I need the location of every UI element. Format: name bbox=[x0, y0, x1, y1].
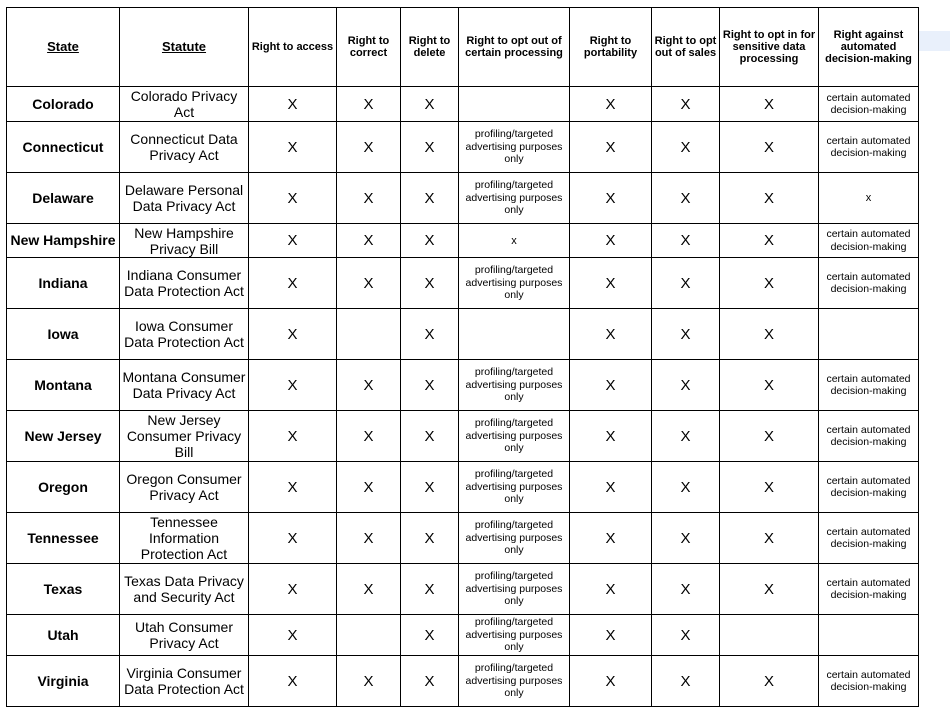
header-right-to-portability: Right to portability bbox=[570, 8, 652, 87]
state-privacy-rights-table bbox=[6, 7, 919, 707]
cell-opt-out-processing: profiling/targeted advertising purposes only bbox=[459, 462, 570, 513]
cell-state: Iowa bbox=[7, 309, 120, 360]
cell-opt-in-sensitive: X bbox=[720, 411, 819, 462]
table-row bbox=[7, 462, 919, 513]
cell-automated: certain automated decision-making bbox=[819, 224, 919, 258]
cell-automated bbox=[819, 309, 919, 360]
cell-opt-out-processing: profiling/targeted advertising purposes only bbox=[459, 411, 570, 462]
cell-access: X bbox=[249, 360, 337, 411]
cell-opt-in-sensitive: X bbox=[720, 656, 819, 707]
cell-opt-out-sales: X bbox=[652, 173, 720, 224]
cell-state: Virginia bbox=[7, 656, 120, 707]
table-row bbox=[7, 513, 919, 564]
cell-correct: X bbox=[337, 87, 401, 122]
cell-portability: X bbox=[570, 258, 652, 309]
cell-access: X bbox=[249, 224, 337, 258]
cell-statute: New Jersey Consumer Privacy Bill bbox=[120, 411, 249, 462]
cell-automated: certain automated decision-making bbox=[819, 411, 919, 462]
cell-statute: Virginia Consumer Data Protection Act bbox=[120, 656, 249, 707]
header-right-to-access: Right to access bbox=[249, 8, 337, 87]
cell-access: X bbox=[249, 615, 337, 656]
table-body bbox=[7, 87, 919, 707]
header-state: State bbox=[7, 8, 120, 87]
cell-opt-out-processing: x bbox=[459, 224, 570, 258]
table-row bbox=[7, 411, 919, 462]
cell-statute: New Hampshire Privacy Bill bbox=[120, 224, 249, 258]
cell-delete: X bbox=[401, 360, 459, 411]
cell-correct bbox=[337, 309, 401, 360]
cell-statute: Iowa Consumer Data Protection Act bbox=[120, 309, 249, 360]
cell-delete: X bbox=[401, 513, 459, 564]
cell-opt-out-sales: X bbox=[652, 224, 720, 258]
cell-state: Utah bbox=[7, 615, 120, 656]
cell-portability: X bbox=[570, 309, 652, 360]
table-row bbox=[7, 87, 919, 122]
cell-statute: Montana Consumer Data Privacy Act bbox=[120, 360, 249, 411]
header-right-to-delete: Right to delete bbox=[401, 8, 459, 87]
cell-access: X bbox=[249, 513, 337, 564]
cell-delete: X bbox=[401, 173, 459, 224]
cell-delete: X bbox=[401, 309, 459, 360]
cell-statute: Indiana Consumer Data Protection Act bbox=[120, 258, 249, 309]
cell-correct: X bbox=[337, 360, 401, 411]
cell-opt-in-sensitive: X bbox=[720, 122, 819, 173]
cell-opt-out-processing bbox=[459, 87, 570, 122]
cell-opt-out-processing: profiling/targeted advertising purposes only bbox=[459, 258, 570, 309]
cell-portability: X bbox=[570, 173, 652, 224]
cell-statute: Colorado Privacy Act bbox=[120, 87, 249, 122]
cell-opt-out-processing bbox=[459, 309, 570, 360]
cell-correct: X bbox=[337, 656, 401, 707]
table-row bbox=[7, 615, 919, 656]
cell-portability: X bbox=[570, 564, 652, 615]
header-right-to-correct: Right to correct bbox=[337, 8, 401, 87]
cell-state: Connecticut bbox=[7, 122, 120, 173]
table-row bbox=[7, 173, 919, 224]
cell-opt-out-sales: X bbox=[652, 258, 720, 309]
cell-opt-in-sensitive bbox=[720, 615, 819, 656]
cell-opt-out-sales: X bbox=[652, 122, 720, 173]
cell-statute: Connecticut Data Privacy Act bbox=[120, 122, 249, 173]
cell-delete: X bbox=[401, 656, 459, 707]
cell-access: X bbox=[249, 258, 337, 309]
cell-opt-out-processing: profiling/targeted advertising purposes only bbox=[459, 615, 570, 656]
cell-portability: X bbox=[570, 656, 652, 707]
cell-statute: Oregon Consumer Privacy Act bbox=[120, 462, 249, 513]
cell-opt-out-processing: profiling/targeted advertising purposes only bbox=[459, 513, 570, 564]
cell-delete: X bbox=[401, 224, 459, 258]
header-right-against-automated: Right against automated decision-making bbox=[819, 8, 919, 87]
cell-opt-out-sales: X bbox=[652, 656, 720, 707]
cell-automated: x bbox=[819, 173, 919, 224]
cell-correct: X bbox=[337, 173, 401, 224]
cell-delete: X bbox=[401, 564, 459, 615]
cell-opt-in-sensitive: X bbox=[720, 173, 819, 224]
cell-state: Oregon bbox=[7, 462, 120, 513]
cell-automated: certain automated decision-making bbox=[819, 87, 919, 122]
cell-access: X bbox=[249, 309, 337, 360]
cell-opt-out-sales: X bbox=[652, 411, 720, 462]
cell-opt-out-sales: X bbox=[652, 462, 720, 513]
header-statute: Statute bbox=[120, 8, 249, 87]
cell-state: Colorado bbox=[7, 87, 120, 122]
cell-access: X bbox=[249, 656, 337, 707]
cell-portability: X bbox=[570, 87, 652, 122]
cell-opt-out-sales: X bbox=[652, 513, 720, 564]
cell-delete: X bbox=[401, 411, 459, 462]
cell-correct: X bbox=[337, 224, 401, 258]
cell-state: Delaware bbox=[7, 173, 120, 224]
cell-portability: X bbox=[570, 462, 652, 513]
cell-portability: X bbox=[570, 615, 652, 656]
cell-delete: X bbox=[401, 615, 459, 656]
cell-delete: X bbox=[401, 258, 459, 309]
cell-opt-out-processing: profiling/targeted advertising purposes only bbox=[459, 173, 570, 224]
cell-delete: X bbox=[401, 122, 459, 173]
cell-automated: certain automated decision-making bbox=[819, 122, 919, 173]
cell-correct: X bbox=[337, 564, 401, 615]
cell-automated: certain automated decision-making bbox=[819, 258, 919, 309]
cell-opt-out-sales: X bbox=[652, 309, 720, 360]
cell-access: X bbox=[249, 411, 337, 462]
cell-opt-in-sensitive: X bbox=[720, 462, 819, 513]
cell-opt-out-processing: profiling/targeted advertising purposes only bbox=[459, 656, 570, 707]
cell-automated: certain automated decision-making bbox=[819, 656, 919, 707]
cell-opt-in-sensitive: X bbox=[720, 360, 819, 411]
cell-access: X bbox=[249, 87, 337, 122]
cell-opt-out-sales: X bbox=[652, 564, 720, 615]
cell-opt-in-sensitive: X bbox=[720, 564, 819, 615]
cell-portability: X bbox=[570, 360, 652, 411]
cell-state: New Jersey bbox=[7, 411, 120, 462]
cell-automated: certain automated decision-making bbox=[819, 564, 919, 615]
cell-opt-in-sensitive: X bbox=[720, 258, 819, 309]
cell-portability: X bbox=[570, 122, 652, 173]
cell-opt-out-sales: X bbox=[652, 615, 720, 656]
header-right-to-opt-out-sales: Right to opt out of sales bbox=[652, 8, 720, 87]
table-row bbox=[7, 360, 919, 411]
cell-access: X bbox=[249, 462, 337, 513]
table-row bbox=[7, 309, 919, 360]
cell-portability: X bbox=[570, 411, 652, 462]
cell-state: Tennessee bbox=[7, 513, 120, 564]
cell-opt-out-sales: X bbox=[652, 87, 720, 122]
cell-correct bbox=[337, 615, 401, 656]
cell-opt-in-sensitive: X bbox=[720, 224, 819, 258]
cell-access: X bbox=[249, 564, 337, 615]
cell-state: Texas bbox=[7, 564, 120, 615]
table-row bbox=[7, 258, 919, 309]
cell-correct: X bbox=[337, 258, 401, 309]
cell-opt-in-sensitive: X bbox=[720, 87, 819, 122]
table-row bbox=[7, 656, 919, 707]
cell-portability: X bbox=[570, 224, 652, 258]
cell-statute: Texas Data Privacy and Security Act bbox=[120, 564, 249, 615]
cell-state: New Hampshire bbox=[7, 224, 120, 258]
table-row bbox=[7, 224, 919, 258]
cell-opt-out-sales: X bbox=[652, 360, 720, 411]
cell-opt-out-processing: profiling/targeted advertising purposes only bbox=[459, 360, 570, 411]
header-row bbox=[7, 8, 919, 87]
cell-delete: X bbox=[401, 462, 459, 513]
cell-correct: X bbox=[337, 462, 401, 513]
side-panel-tab bbox=[919, 31, 950, 51]
cell-automated bbox=[819, 615, 919, 656]
cell-opt-out-processing: profiling/targeted advertising purposes only bbox=[459, 564, 570, 615]
cell-automated: certain automated decision-making bbox=[819, 462, 919, 513]
cell-correct: X bbox=[337, 411, 401, 462]
cell-access: X bbox=[249, 122, 337, 173]
cell-state: Indiana bbox=[7, 258, 120, 309]
table-row bbox=[7, 564, 919, 615]
header-right-to-opt-in-sensitive: Right to opt in for sensitive data processing bbox=[720, 8, 819, 87]
cell-correct: X bbox=[337, 122, 401, 173]
cell-delete: X bbox=[401, 87, 459, 122]
cell-opt-in-sensitive: X bbox=[720, 513, 819, 564]
cell-statute: Tennessee Information Protection Act bbox=[120, 513, 249, 564]
cell-automated: certain automated decision-making bbox=[819, 513, 919, 564]
cell-statute: Utah Consumer Privacy Act bbox=[120, 615, 249, 656]
cell-opt-out-processing: profiling/targeted advertising purposes only bbox=[459, 122, 570, 173]
cell-automated: certain automated decision-making bbox=[819, 360, 919, 411]
cell-access: X bbox=[249, 173, 337, 224]
header-right-to-opt-out-processing: Right to opt out of certain processing bbox=[459, 8, 570, 87]
cell-portability: X bbox=[570, 513, 652, 564]
cell-opt-in-sensitive: X bbox=[720, 309, 819, 360]
table-row bbox=[7, 122, 919, 173]
cell-state: Montana bbox=[7, 360, 120, 411]
cell-correct: X bbox=[337, 513, 401, 564]
cell-statute: Delaware Personal Data Privacy Act bbox=[120, 173, 249, 224]
